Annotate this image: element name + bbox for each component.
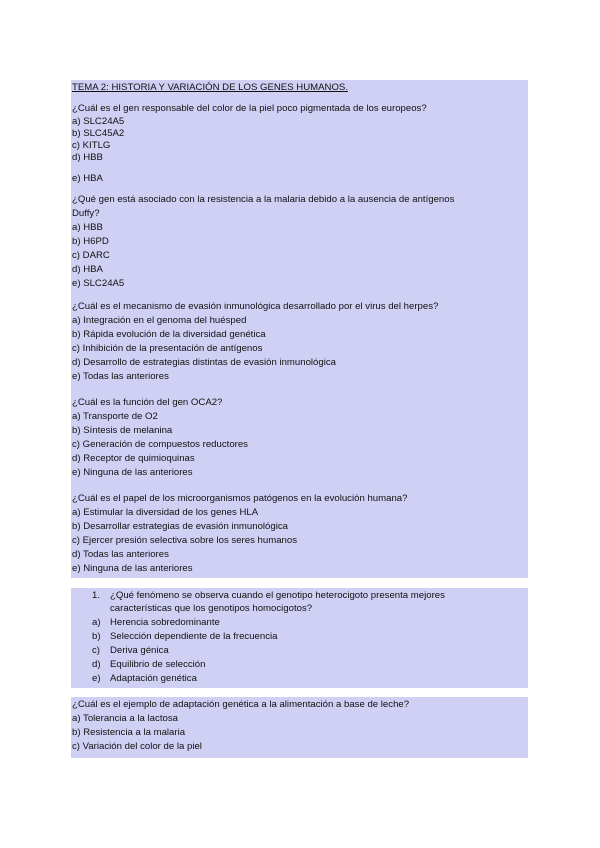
question-text: ¿Cuál es el mecanismo de evasión inmunológica desarrollado por el virus del herpes?: [72, 301, 439, 312]
option: Equilibrio de selección: [110, 659, 206, 670]
option: c) Variación del color de la piel: [72, 741, 202, 752]
option-letter: c): [92, 645, 100, 656]
option: e) Ninguna de las anteriores: [72, 467, 193, 478]
question-text: ¿Cuál es el papel de los microorganismos patógenos en la evolución humana?: [72, 493, 408, 504]
option: Deriva génica: [110, 645, 169, 656]
option: Herencia sobredominante: [110, 617, 220, 628]
option: Adaptación genética: [110, 673, 197, 684]
option: c) Ejercer presión selectiva sobre los seres humanos: [72, 535, 298, 546]
option: c) Inhibición de la presentación de antígenos: [72, 343, 263, 354]
option: b) Rápida evolución de la diversidad genética: [72, 329, 266, 340]
option: e) Todas las anteriores: [72, 371, 169, 382]
option: b) Síntesis de melanina: [72, 425, 173, 436]
option-letter: d): [92, 659, 101, 670]
question-text: ¿Cuál es la función del gen OCA2?: [72, 397, 223, 408]
option: b) Resistencia a la malaria: [72, 727, 186, 738]
option: a) Estimular la diversidad de los genes HLA: [72, 507, 259, 518]
question-text: ¿Qué gen está asociado con la resistencia a la malaria debido a la ausencia de antígenos: [72, 194, 455, 205]
option-letter: e): [92, 673, 101, 684]
option: a) Tolerancia a la lactosa: [72, 713, 178, 724]
option: a) SLC24A5: [72, 116, 125, 127]
option: c) DARC: [72, 250, 110, 261]
question-text: características que los genotipos homocigotos?: [110, 603, 313, 614]
option: d) Desarrollo de estrategias distintas de evasión inmunológica: [72, 357, 336, 368]
option: e) Ninguna de las anteriores: [72, 563, 193, 574]
option: Selección dependiente de la frecuencia: [110, 631, 278, 642]
option: a) Integración en el genoma del huésped: [72, 315, 247, 326]
option-letter: b): [92, 631, 101, 642]
question-text: Duffy?: [72, 208, 100, 219]
option: c) KITLG: [72, 140, 111, 151]
question-text: ¿Cuál es el gen responsable del color de la piel poco pigmentada de los europeos?: [72, 103, 427, 114]
document-title: TEMA 2: HISTORIA Y VARIACIÓN DE LOS GENES HUMANOS.: [72, 82, 348, 93]
option: a) HBB: [72, 222, 103, 233]
option: c) Generación de compuestos reductores: [72, 439, 248, 450]
option: b) Desarrollar estrategias de evasión inmunológica: [72, 521, 288, 532]
option: b) H6PD: [72, 236, 109, 247]
option: d) HBB: [72, 152, 103, 163]
question-number: 1.: [92, 590, 101, 601]
option: a) Transporte de O2: [72, 411, 158, 422]
option: d) Receptor de quimioquinas: [72, 453, 195, 464]
option: d) HBA: [72, 264, 103, 275]
option: e) HBA: [72, 173, 103, 184]
option: b) SLC45A2: [72, 128, 125, 139]
question-text: ¿Qué fenómeno se observa cuando el genotipo heterocigoto presenta mejores: [110, 590, 445, 601]
option: d) Todas las anteriores: [72, 549, 169, 560]
option-letter: a): [92, 617, 101, 628]
question-text: ¿Cuál es el ejemplo de adaptación genética a la alimentación a base de leche?: [72, 699, 410, 710]
option: e) SLC24A5: [72, 278, 125, 289]
